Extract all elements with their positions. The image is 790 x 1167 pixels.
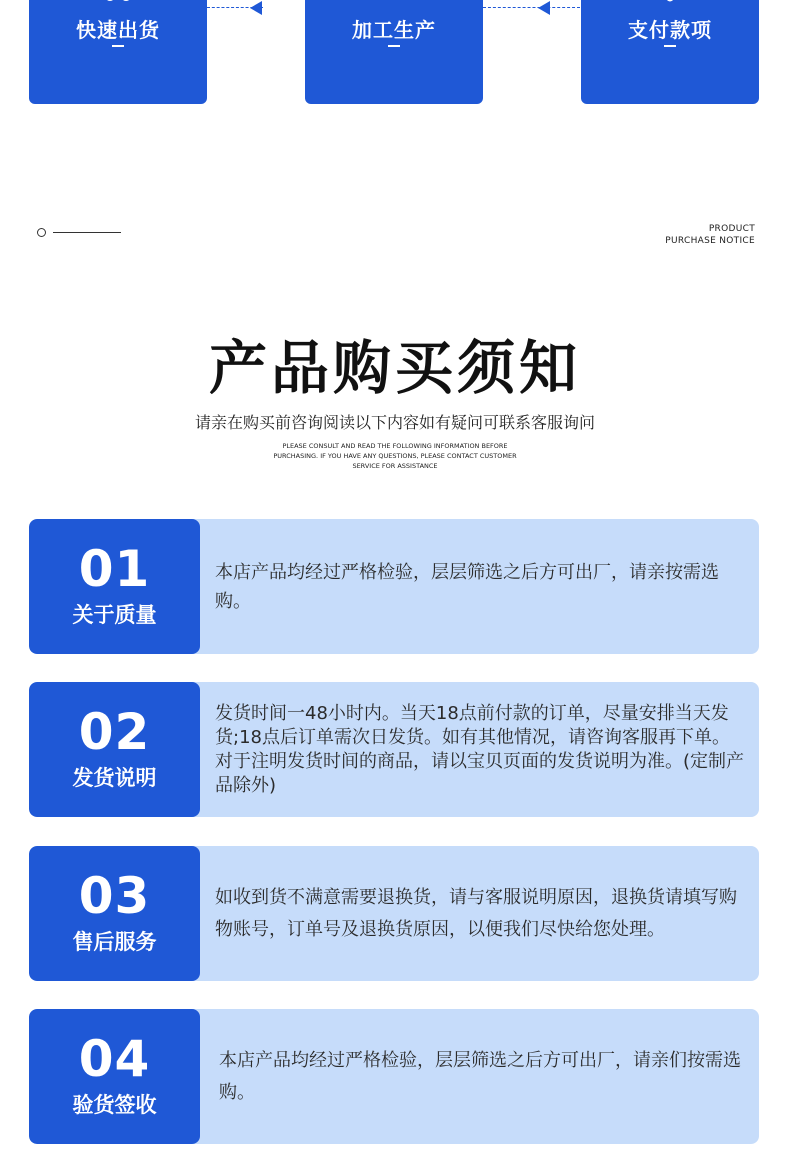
page-subtitle-english xyxy=(250,441,540,471)
notice-card-quality xyxy=(29,519,759,654)
notice-card-after-sales xyxy=(29,846,759,981)
process-connector xyxy=(483,7,580,8)
notice-tag xyxy=(29,519,200,654)
subtitle-english-line: SERVICE FOR ASSISTANCE xyxy=(352,462,438,470)
page-title: 产品购买须知 xyxy=(208,334,581,402)
subtitle-english-line: PLEASE CONSULT AND READ THE FOLLOWING INFORMATION BEFORE xyxy=(282,442,508,450)
ship-icon xyxy=(98,0,138,4)
process-step-ship xyxy=(29,0,207,104)
notice-text: 本店产品均经过严格检验，层层筛选之后方可出厂，请亲们按需选购。 xyxy=(219,1049,741,1103)
process-step-label: 加工生产 xyxy=(352,18,436,42)
step-divider xyxy=(388,45,400,47)
notice-title: 发货说明 xyxy=(72,766,157,790)
notice-number: 02 xyxy=(78,703,151,761)
step-divider xyxy=(664,45,676,47)
circle-icon xyxy=(37,228,46,237)
notice-text: 本店产品均经过严格检验，层层筛选之后方可出厂，请亲按需选购。 xyxy=(215,561,719,612)
notice-body xyxy=(219,1009,745,1144)
header-english-line: PRODUCT xyxy=(708,224,755,234)
header-english-label xyxy=(665,223,755,247)
notice-text: 如收到货不满意需要退换货，请与客服说明原因，退换货请填写购物账号，订单号及退换货原因，以便我们尽快给您处理。 xyxy=(215,886,737,940)
subtitle-english-line: PURCHASING. IF YOU HAVE ANY QUESTIONS, PLEASE CONTACT CUSTOMER xyxy=(273,452,517,460)
notice-body xyxy=(215,846,745,981)
notice-title: 验货签收 xyxy=(72,1093,157,1117)
notice-card-inspection xyxy=(29,1009,759,1144)
page-subtitle: 请亲在购买前咨询阅读以下内容如有疑问可联系客服询问 xyxy=(194,413,595,432)
notice-body xyxy=(215,682,745,817)
step-divider xyxy=(112,45,124,47)
arrow-left-icon xyxy=(538,1,550,15)
process-step-label: 支付款项 xyxy=(628,18,712,42)
header-english-line: PURCHASE NOTICE xyxy=(665,236,755,246)
arrow-left-icon xyxy=(250,1,262,15)
process-step-pay xyxy=(581,0,759,104)
pay-icon xyxy=(650,0,690,4)
process-step-label: 快速出货 xyxy=(76,18,160,42)
notice-card-shipping xyxy=(29,682,759,817)
notice-body xyxy=(215,519,745,654)
process-step-produce xyxy=(305,0,483,104)
notice-title: 关于质量 xyxy=(72,603,157,627)
notice-tag xyxy=(29,846,200,981)
notice-number: 04 xyxy=(78,1030,151,1088)
notice-tag xyxy=(29,1009,200,1144)
notice-text: 发货时间一48小时内。当天18点前付款的订单，尽量安排当天发货;18点后订单需次日发货。如有其他情况，请咨询客服再下单。对于注明发货时间的商品，请以宝贝页面的发货说明为准。(定制产品除外) xyxy=(215,702,745,796)
notice-number: 01 xyxy=(78,540,151,598)
notice-number: 03 xyxy=(78,867,151,925)
header-rule xyxy=(53,232,121,233)
notice-tag xyxy=(29,682,200,817)
notice-title: 售后服务 xyxy=(72,930,157,954)
